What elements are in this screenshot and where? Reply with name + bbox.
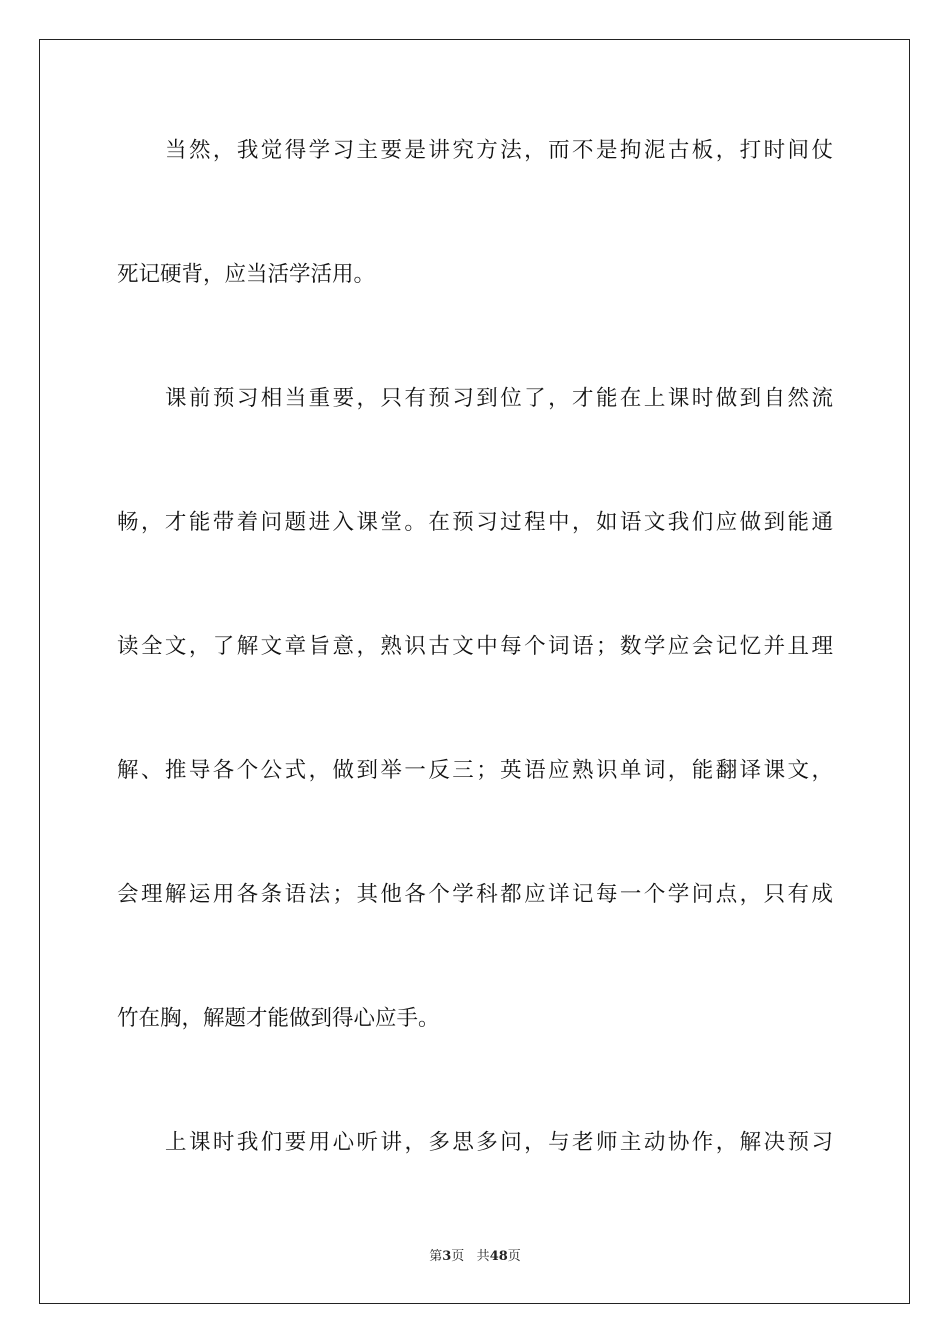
footer-prefix: 第	[429, 1249, 443, 1264]
paragraph-2-line-2: 畅，才能带着问题进入课堂。在预习过程中，如语文我们应做到能通	[117, 510, 833, 535]
paragraph-2-line-1: 课前预习相当重要，只有预习到位了，才能在上课时做到自然流	[165, 386, 833, 411]
page-footer	[0, 1248, 950, 1266]
paragraph-1-line-1: 当然，我觉得学习主要是讲究方法，而不是拘泥古板，打时间仗	[165, 138, 833, 163]
paragraph-2-line-6: 竹在胸，解题才能做到得心应手。	[117, 1006, 440, 1031]
footer-page-unit: 页	[451, 1249, 465, 1264]
footer-total-unit: 页	[507, 1249, 521, 1264]
paragraph-2-line-3: 读全文，了解文章旨意，熟识古文中每个词语；数学应会记忆并且理	[117, 634, 833, 659]
paragraph-3-line-1: 上课时我们要用心听讲，多思多问，与老师主动协作，解决预习	[165, 1130, 833, 1155]
footer-total-pages: 48	[489, 1249, 508, 1264]
footer-total-prefix: 共	[476, 1249, 490, 1264]
paragraph-1-line-2: 死记硬背，应当活学活用。	[117, 262, 376, 287]
paragraph-2-line-4: 解、推导各个公式，做到举一反三；英语应熟识单词，能翻译课文，	[117, 758, 833, 783]
footer-page-number: 3	[442, 1249, 452, 1264]
paragraph-2-line-5: 会理解运用各条语法；其他各个学科都应详记每一个学问点，只有成	[117, 882, 833, 907]
page-frame	[39, 39, 910, 1304]
